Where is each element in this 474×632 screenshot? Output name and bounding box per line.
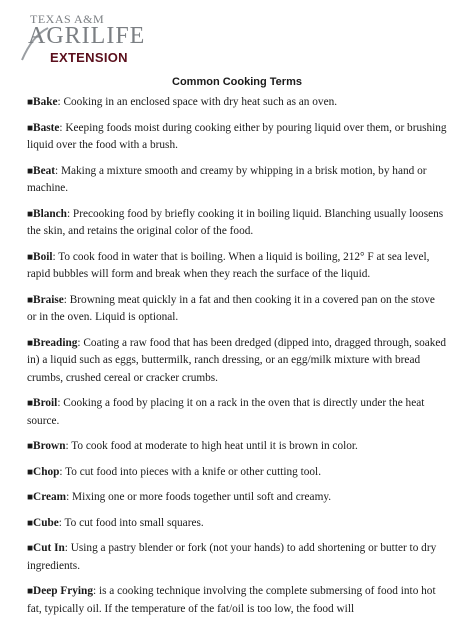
term-definition: : To cut food into small squares. — [58, 516, 204, 529]
term-definition: : Mixing one or more foods together until soft and creamy. — [66, 491, 332, 503]
term-word: Boil — [33, 250, 53, 263]
term-word: Baste — [33, 121, 60, 134]
bullet: ■ — [27, 97, 34, 108]
term-entry — [27, 249, 447, 284]
term-word: Cream — [33, 491, 67, 503]
term-word: Braise — [33, 293, 64, 306]
terms-list — [27, 94, 447, 626]
term-entry — [27, 540, 447, 575]
bullet: ■ — [27, 543, 34, 554]
term-word: Breading — [33, 336, 78, 349]
bullet: ■ — [27, 122, 34, 134]
bullet: ■ — [27, 208, 34, 220]
term-word: Bake — [33, 96, 58, 108]
term-entry — [27, 583, 447, 618]
term-word: Cut In — [33, 542, 65, 554]
term-definition: : To cook food in water that is boiling. When a liquid is boiling, 212° F at sea level, rapid bubbles will form and break when they reach the surface of the liquid. — [27, 250, 430, 280]
page-title: Common Cooking Terms — [172, 76, 302, 88]
logo-text-extension: EXTENSION — [50, 50, 128, 65]
term-word: Chop — [33, 465, 60, 478]
term-definition: : Precooking food by briefly cooking it in boiling liquid. Blanching usually loosens the skin, and retains the original color of the food. — [27, 207, 444, 237]
term-definition: : Coating a raw food that has been dredged (dipped into, dragged through, soaked in) a liquid such as eggs, buttermilk, ranch dressing, or an egg/milk mixture with bread crumbs, crushed cereal or cracker crumbs. — [27, 336, 447, 384]
term-definition: : To cook food at moderate to high heat until it is brown in color. — [65, 440, 358, 452]
bullet: ■ — [27, 517, 34, 529]
term-definition: : Browning meat quickly in a fat and then cooking it in a covered pan on the stove or in the oven. Liquid is optional. — [27, 293, 435, 323]
term-entry — [27, 395, 447, 430]
term-entry — [27, 464, 447, 482]
logo-text-agrilife: AGRILIFE — [28, 23, 146, 49]
bullet: ■ — [27, 586, 34, 597]
bullet: ■ — [27, 251, 34, 263]
term-entry — [27, 292, 447, 327]
term-word: Beat — [33, 164, 56, 177]
logo-text-texas-am: TEXAS A&M — [30, 12, 105, 26]
bullet: ■ — [27, 466, 34, 478]
term-entry — [27, 120, 447, 155]
bullet: ■ — [27, 441, 34, 452]
bullet: ■ — [27, 398, 34, 409]
term-entry — [27, 94, 447, 112]
term-word: Blanch — [33, 207, 67, 220]
term-entry — [27, 206, 447, 241]
term-word: Deep Frying — [33, 585, 93, 597]
term-definition: : Cooking a food by placing it on a rack in the oven that is directly under the heat source. — [27, 397, 425, 427]
term-definition: : Making a mixture smooth and creamy by whipping in a brisk motion, by hand or machine. — [27, 164, 427, 194]
term-entry — [27, 163, 447, 198]
term-entry — [27, 438, 447, 456]
term-entry — [27, 335, 447, 388]
term-entry — [27, 515, 447, 533]
agrilife-extension-logo — [20, 12, 146, 68]
term-definition: : is a cooking technique involving the complete submersing of food into hot fat, typically oil. If the temperature of the fat/oil is too low, the food will — [27, 585, 436, 615]
bullet: ■ — [27, 337, 34, 349]
term-definition: : Keeping foods moist during cooking either by pouring liquid over them, or brushing liquid over the food with a brush. — [27, 121, 447, 151]
term-definition: : To cut food into pieces with a knife or other cutting tool. — [59, 465, 322, 478]
term-word: Cube — [33, 516, 59, 529]
bullet: ■ — [27, 294, 34, 306]
term-word: Brown — [33, 440, 66, 452]
term-word: Broil — [33, 397, 58, 409]
term-definition: : Using a pastry blender or fork (not your hands) to add shortening or butter to dry ingredients. — [27, 542, 437, 572]
term-definition: : Cooking in an enclosed space with dry heat such as an oven. — [57, 96, 338, 108]
bullet: ■ — [27, 165, 34, 177]
bullet: ■ — [27, 492, 34, 503]
term-entry — [27, 489, 447, 507]
